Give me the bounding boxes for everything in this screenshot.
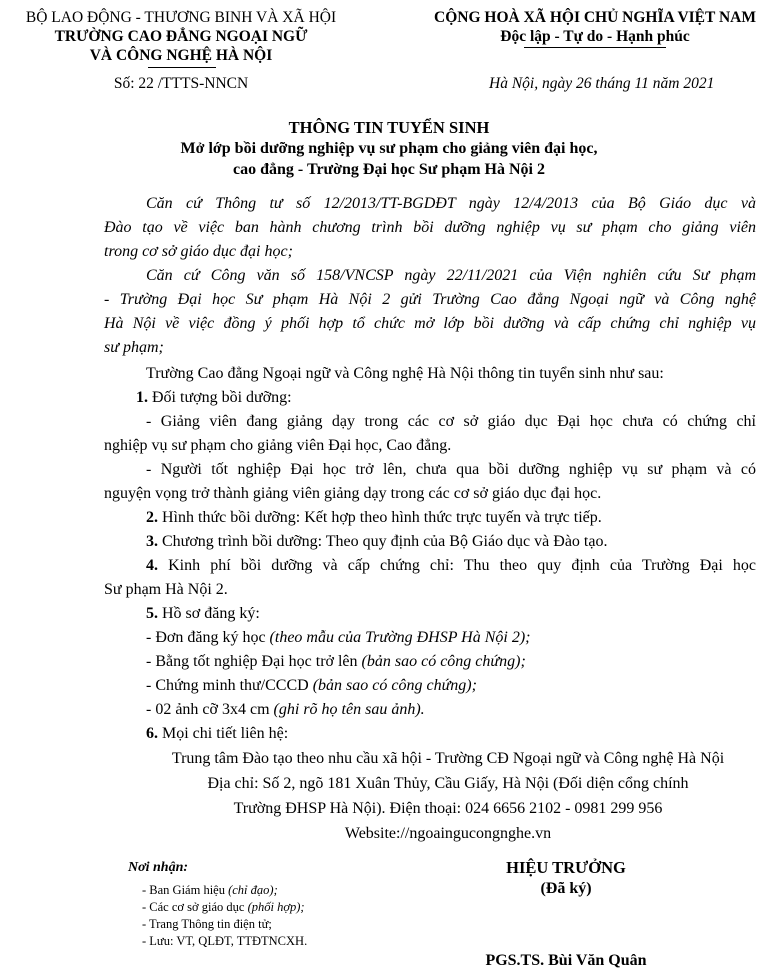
section-6-text: Mọi chi tiết liên hệ: xyxy=(158,725,289,742)
basis-1-line3: trong cơ sở giáo dục đại học; xyxy=(104,243,293,260)
section-5-number: 5. xyxy=(146,605,158,622)
item-label: - Chứng minh thư/CCCD xyxy=(146,677,313,694)
basis-2-line4: sư phạm; xyxy=(104,339,164,356)
contact-address: Địa chỉ: Số 2, ngõ 181 Xuân Thủy, Cầu Giấy, Hà Nội (Đối diện cổng chính xyxy=(207,775,689,792)
section-1-number: 1. xyxy=(136,389,148,406)
signer-name: PGS.TS. Bùi Văn Quân xyxy=(485,952,647,969)
section-6-number: 6. xyxy=(146,725,158,742)
section-2-text: Hình thức bồi dưỡng: Kết hợp theo hình thức trực tuyến và trực tiếp. xyxy=(158,509,602,526)
section-1-heading xyxy=(136,386,292,410)
item-label: - 02 ảnh cỡ 3x4 cm xyxy=(146,701,274,718)
country-name: CỘNG HOÀ XÃ HỘI CHỦ NGHĨA VIỆT NAM xyxy=(434,9,756,26)
recipient-note: (phối hợp); xyxy=(247,900,305,914)
section-5-item-1 xyxy=(146,626,531,650)
section-1-text: Đối tượng bồi dưỡng: xyxy=(148,389,292,406)
header-right-rule xyxy=(524,47,666,48)
signer-title: HIỆU TRƯỞNG xyxy=(506,858,626,877)
section-4-line2: Sư phạm Hà Nội 2. xyxy=(104,581,228,598)
contact-website: Website://ngoaingucongnghe.vn xyxy=(344,825,552,842)
section-1-bullet-1-line1: - Giảng viên đang giảng dạy trong các cơ sở giáo dục Đại học chưa có chứng chỉ xyxy=(146,413,756,430)
item-label: - Bằng tốt nghiệp Đại học trở lên xyxy=(146,653,362,670)
recipient-note: (chỉ đạo); xyxy=(228,883,278,897)
recipient-1 xyxy=(142,882,278,898)
section-1-bullet-2-line1: - Người tốt nghiệp Đại học trở lên, chưa qua bồi dưỡng nghiệp vụ sư phạm và có xyxy=(146,461,756,478)
contact-center: Trung tâm Đào tạo theo nhu cầu xã hội - Trường CĐ Ngoại ngữ và Công nghệ Hà Nội xyxy=(171,750,725,767)
recipient-4: - Lưu: VT, QLĐT, TTĐTNCXH. xyxy=(142,934,308,948)
section-5-item-2 xyxy=(146,650,526,674)
recipient-label: - Các cơ sở giáo dục xyxy=(142,900,248,914)
section-4-number: 4. xyxy=(146,557,158,574)
signature-status: (Đã ký) xyxy=(540,880,592,897)
date-place: Hà Nội, ngày 26 tháng 11 năm 2021 xyxy=(489,75,715,92)
doc-subtitle-line2: cao đẳng - Trường Đại học Sư phạm Hà Nội 2 xyxy=(233,161,545,178)
item-label: - Đơn đăng ký học xyxy=(146,629,270,646)
ministry-name: BỘ LAO ĐỘNG - THƯƠNG BINH VÀ XÃ HỘI xyxy=(25,9,337,26)
recipient-3: - Trang Thông tin điện tử; xyxy=(142,917,272,931)
basis-2-line1: Căn cứ Công văn số 158/VNCSP ngày 22/11/2021 của Viện nghiên cứu Sư phạm xyxy=(146,267,756,284)
recipient-2 xyxy=(142,899,305,915)
school-name-line2: VÀ CÔNG NGHỆ HÀ NỘI xyxy=(89,47,273,64)
recipient-label: - Ban Giám hiệu xyxy=(142,883,229,897)
doc-title: THÔNG TIN TUYỂN SINH xyxy=(288,118,490,137)
item-note: (bản sao có công chứng); xyxy=(312,677,477,694)
section-5-item-3 xyxy=(146,674,477,698)
section-5-item-4 xyxy=(146,698,425,722)
section-2-number: 2. xyxy=(146,509,158,526)
item-note: (ghi rõ họ tên sau ảnh). xyxy=(273,701,425,718)
doc-subtitle-line1: Mở lớp bồi dưỡng nghiệp vụ sư phạm cho giảng viên đại học, xyxy=(180,140,598,157)
recipients-heading: Nơi nhận: xyxy=(128,860,189,875)
section-5-text: Hồ sơ đăng ký: xyxy=(158,605,260,622)
section-3-text: Chương trình bồi dưỡng: Theo quy định của Bộ Giáo dục và Đào tạo. xyxy=(158,533,608,550)
section-3 xyxy=(146,530,607,554)
item-note: (theo mẫu của Trường ĐHSP Hà Nội 2); xyxy=(269,629,531,646)
section-4-text: Kinh phí bồi dưỡng và cấp chứng chỉ: Thu theo quy định của Trường Đại học xyxy=(158,557,756,574)
section-2 xyxy=(146,506,602,530)
school-name-line1: TRƯỜNG CAO ĐẲNG NGOẠI NGỮ xyxy=(54,28,308,45)
basis-2-line3: Hà Nội về việc đồng ý phối hợp tổ chức mở lớp bồi dưỡng và cấp chứng chỉ nghiệp vụ xyxy=(104,315,756,332)
intro-statement: Trường Cao đẳng Ngoại ngữ và Công nghệ Hà Nội thông tin tuyển sinh như sau: xyxy=(146,365,664,382)
contact-phone: Trường ĐHSP Hà Nội). Điện thoại: 024 6656 2102 - 0981 299 956 xyxy=(233,800,663,817)
basis-2-line2: - Trường Đại học Sư phạm Hà Nội 2 gửi Trường Cao đẳng Ngoại ngữ và Công nghệ xyxy=(104,291,756,308)
section-1-bullet-1-line2: nghiệp vụ sư phạm cho giảng viên Đại học, Cao đẳng. xyxy=(104,437,452,454)
section-1-bullet-2-line2: nguyện vọng trở thành giảng viên giảng dạy trong các cơ sở giáo dục đại học. xyxy=(104,485,602,502)
national-motto: Độc lập - Tự do - Hạnh phúc xyxy=(500,28,690,45)
section-5-heading xyxy=(146,602,260,626)
basis-1-line1: Căn cứ Thông tư số 12/2013/TT-BGDĐT ngày 12/4/2013 của Bộ Giáo dục và xyxy=(146,195,756,212)
section-3-number: 3. xyxy=(146,533,158,550)
header-left-rule xyxy=(148,67,216,68)
item-note: (bản sao có công chứng); xyxy=(361,653,526,670)
section-4-line1 xyxy=(146,554,756,578)
section-6-heading xyxy=(146,722,288,746)
basis-1-line2: Đào tạo về việc ban hành chương trình bồi dưỡng nghiệp vụ sư phạm cho giảng viên xyxy=(104,219,756,236)
document-number: Số: 22 /TTTS-NNCN xyxy=(113,75,249,92)
